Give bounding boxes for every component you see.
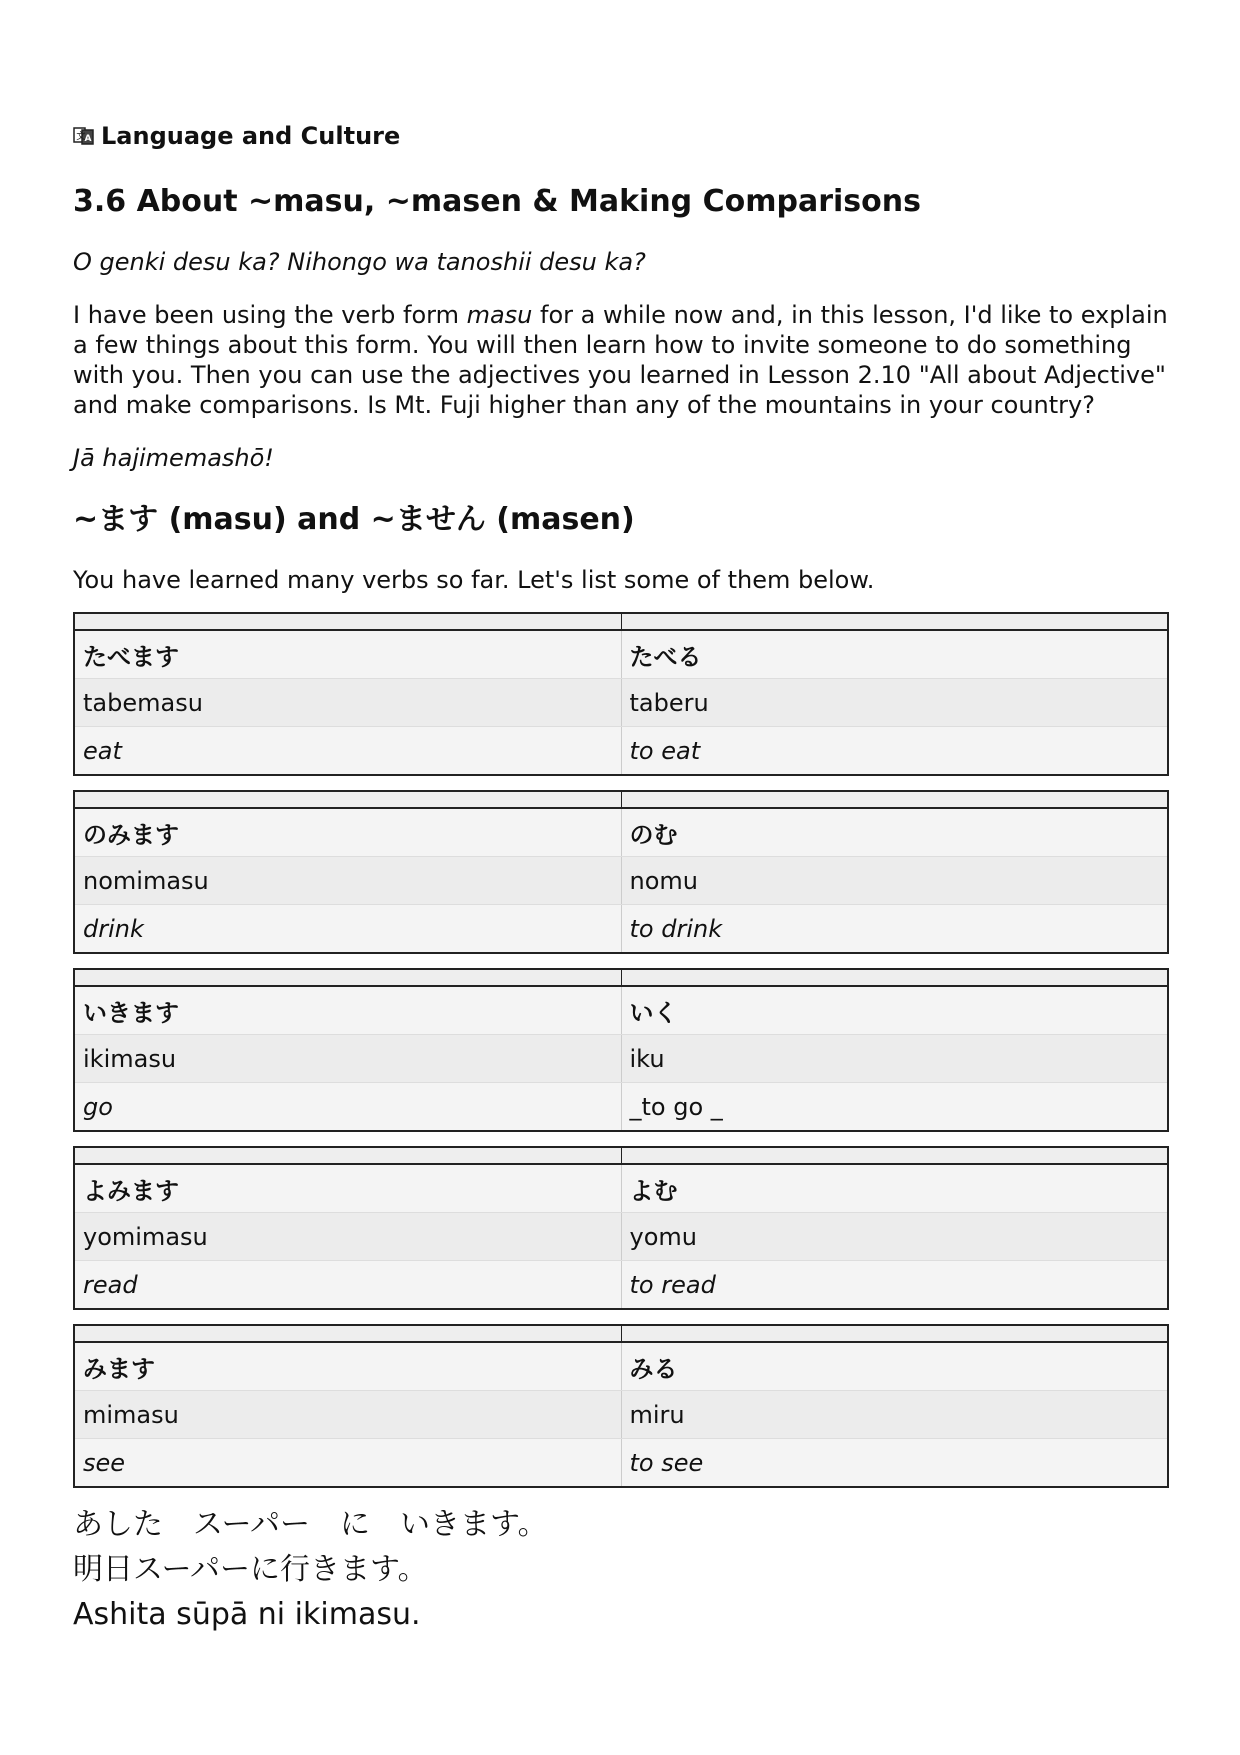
category-header (73, 118, 1169, 154)
table-header-cell (621, 791, 1168, 808)
masu-romaji-cell: nomimasu (74, 857, 621, 905)
table-header-row (74, 791, 1168, 808)
table-header-cell (74, 1325, 621, 1342)
table-header-cell (74, 969, 621, 986)
masu-kana-cell: いきます (74, 986, 621, 1035)
verb-table (73, 1324, 1169, 1488)
meaning-cell: read (74, 1261, 621, 1310)
meaning-cell: see (74, 1439, 621, 1488)
language-translate-icon (73, 125, 95, 147)
masu-romaji-cell: yomimasu (74, 1213, 621, 1261)
verb-tables (73, 612, 1169, 1488)
dict-meaning-cell: to see (629, 1448, 704, 1477)
table-row (74, 1035, 1168, 1083)
lead-text: You have learned many verbs so far. Let's list some of them below. (73, 566, 875, 594)
dict-kana-cell: たべる (621, 630, 1168, 679)
table-header-cell (621, 1147, 1168, 1164)
intro-text-part1: I have been using the verb form (73, 301, 467, 329)
dict-meaning-cell: to eat (629, 736, 701, 765)
table-header-cell (621, 969, 1168, 986)
table-row (74, 1213, 1168, 1261)
table-row (74, 727, 1168, 776)
masu-kana-cell: みます (74, 1342, 621, 1391)
lets-start-text: Jā hajimemashō! (73, 444, 274, 472)
masu-kana-cell: よみます (74, 1164, 621, 1213)
greeting-text: O genki desu ka? Nihongo wa tanoshii desu ka? (73, 248, 646, 276)
dict-meaning-cell: _to go _ (629, 1092, 723, 1121)
verb-table (73, 968, 1169, 1132)
dict-romaji-cell: iku (621, 1035, 1168, 1083)
table-row (74, 1439, 1168, 1488)
table-row (74, 986, 1168, 1035)
dict-meaning-cell: to drink (629, 914, 723, 943)
masu-romaji-cell: ikimasu (74, 1035, 621, 1083)
table-row (74, 1261, 1168, 1310)
example-sentence (73, 1502, 1169, 1637)
table-row (74, 1342, 1168, 1391)
dict-kana-cell: のむ (621, 808, 1168, 857)
example-kanji: 明日スーパーに行きます。 (73, 1552, 428, 1587)
dict-romaji-cell: miru (621, 1391, 1168, 1439)
table-header-row (74, 613, 1168, 630)
table-header-cell (74, 791, 621, 808)
table-row (74, 808, 1168, 857)
page-title: 3.6 About ~masu, ~masen & Making Comparisons (73, 184, 921, 219)
svg-text:文: 文 (76, 132, 86, 142)
dict-romaji-cell: yomu (621, 1213, 1168, 1261)
intro-text-part2: for a while now and, in this lesson, I'd like to explain a few things about this form. You will then learn how to invite someone to do something with you. Then you can use the adjectives you learned in Lesson 2.10 "All about Adjective" and make comparisons. Is Mt. Fuji higher than any of the mountains in your country? (73, 301, 1168, 419)
table-row (74, 1164, 1168, 1213)
dict-kana-cell: いく (621, 986, 1168, 1035)
example-romaji: Ashita sūpā ni ikimasu. (73, 1597, 421, 1632)
masu-romaji-cell: tabemasu (74, 679, 621, 727)
table-row (74, 679, 1168, 727)
table-row (74, 857, 1168, 905)
intro-paragraph (73, 300, 1173, 420)
table-header-row (74, 969, 1168, 986)
verb-table (73, 790, 1169, 954)
table-header-cell (74, 1147, 621, 1164)
table-header-cell (74, 613, 621, 630)
category-label: Language and Culture (101, 122, 401, 150)
document-page (73, 118, 1169, 1637)
masu-kana-cell: のみます (74, 808, 621, 857)
verb-table (73, 612, 1169, 776)
verb-table (73, 1146, 1169, 1310)
dict-kana-cell: みる (621, 1342, 1168, 1391)
table-header-row (74, 1147, 1168, 1164)
dict-kana-cell: よむ (621, 1164, 1168, 1213)
table-row (74, 630, 1168, 679)
meaning-cell: eat (74, 727, 621, 776)
meaning-cell: drink (74, 905, 621, 954)
dict-romaji-cell: nomu (621, 857, 1168, 905)
intro-emphasis: masu (466, 301, 533, 329)
masu-romaji-cell: mimasu (74, 1391, 621, 1439)
dict-romaji-cell: taberu (621, 679, 1168, 727)
masu-kana-cell: たべます (74, 630, 621, 679)
example-kana: あした スーパー に いきます。 (73, 1507, 548, 1542)
table-header-cell (621, 613, 1168, 630)
meaning-cell: go (74, 1083, 621, 1132)
table-row (74, 1391, 1168, 1439)
dict-meaning-cell: to read (629, 1270, 716, 1299)
svg-text:A: A (84, 134, 92, 144)
table-row (74, 1083, 1168, 1132)
table-header-row (74, 1325, 1168, 1342)
table-header-cell (621, 1325, 1168, 1342)
section-heading: ~ます (masu) and ~ません (masen) (73, 502, 635, 537)
table-row (74, 905, 1168, 954)
